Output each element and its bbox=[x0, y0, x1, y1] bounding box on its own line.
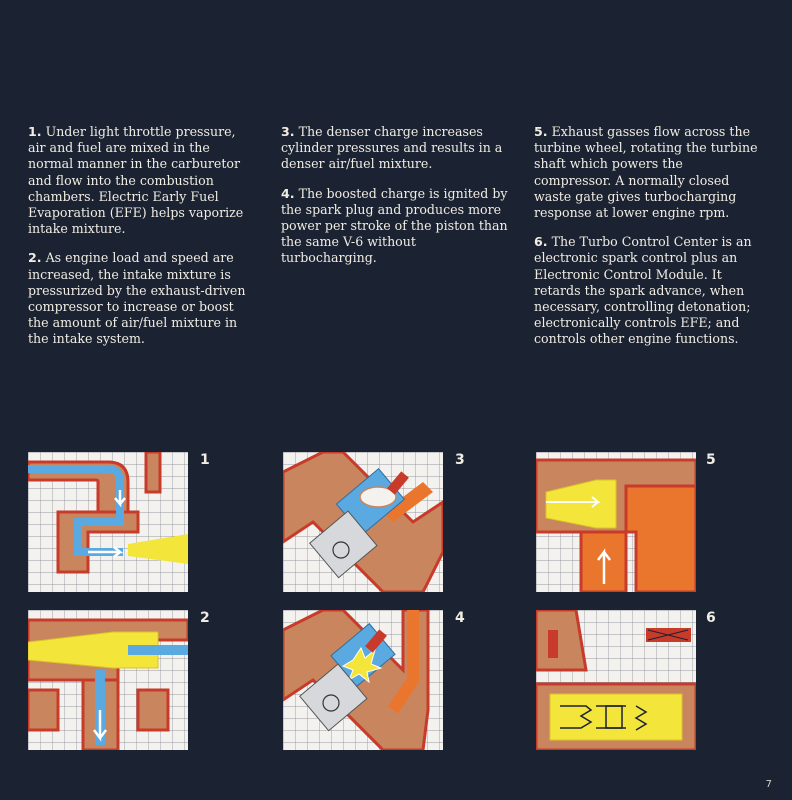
page-number: 7 bbox=[765, 779, 772, 790]
diagram-3-cylinder bbox=[283, 452, 443, 592]
diagram-label-2: 2 bbox=[200, 610, 210, 626]
text-column-3 bbox=[534, 124, 762, 361]
diagram-label-1: 1 bbox=[200, 452, 210, 468]
paragraph-5: 5. Exhaust gasses flow across the turbine wheel, rotating the turbine shaft which powers the compressor. A normally closed waste gate gives turbocharging response at lower engine rpm. bbox=[534, 124, 758, 221]
paragraph-3: 3. The denser charge increases cylinder pressures and results in a denser air/fuel mixture. bbox=[281, 124, 503, 172]
diagram-5-turbine bbox=[536, 452, 696, 592]
diagram-4-ignition bbox=[283, 610, 443, 750]
diagram-label-4: 4 bbox=[455, 610, 465, 626]
paragraph-6: 6. The Turbo Control Center is an electronic spark control plus an Electronic Control Module. It retards the spark advance, when necessary, controlling detonation; electronically controls EFE; and controls other engine functions. bbox=[534, 234, 752, 347]
diagram-label-6: 6 bbox=[706, 610, 716, 626]
diagram-1-intake bbox=[28, 452, 188, 592]
text-column-1 bbox=[28, 124, 256, 361]
diagram-label-3: 3 bbox=[455, 452, 465, 468]
diagram-label-5: 5 bbox=[706, 452, 716, 468]
paragraph-1: 1. Under light throttle pressure, air and fuel are mixed in the normal manner in the carburetor and flow into the combustion chambers. Electric Early Fuel Evaporation (EFE) helps vaporize intake mixture. bbox=[28, 124, 244, 237]
paragraph-4: 4. The boosted charge is ignited by the spark plug and produces more power per stroke of the piston than the same V-6 without turbocharging. bbox=[281, 185, 508, 266]
text-column-2 bbox=[281, 124, 509, 280]
diagram-6-control-center bbox=[536, 610, 696, 750]
paragraph-2: 2. As engine load and speed are increased, the intake mixture is pressurized by the exhaust-driven compressor to increase or boost the amount of air/fuel mixture in the intake system. bbox=[28, 250, 246, 347]
diagram-2-compressor bbox=[28, 610, 188, 750]
